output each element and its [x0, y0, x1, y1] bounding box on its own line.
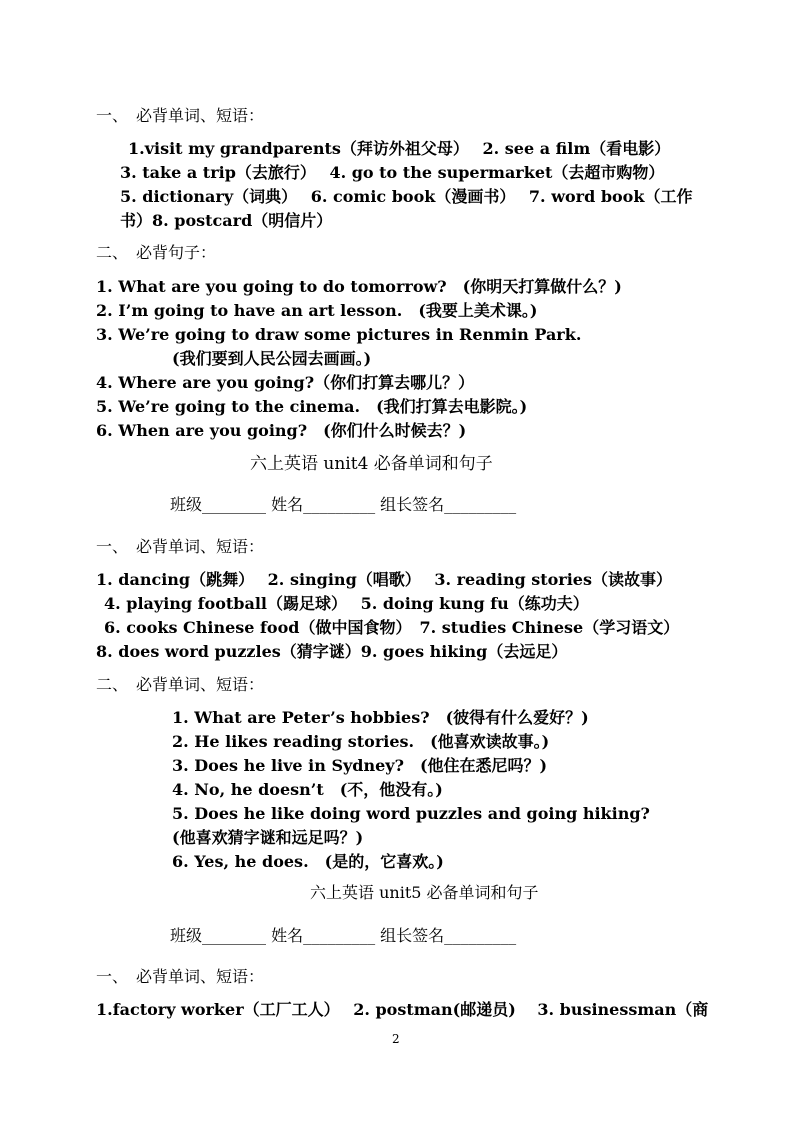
- unit4-title: 六上英语 unit4 必备单词和句子: [250, 454, 493, 474]
- unit5-words-heading: 一、 必背单词、短语：: [96, 967, 265, 986]
- unit3-sentence: 2. I’m going to have an art lesson. (我要上美术课。): [96, 301, 538, 320]
- unit3-word-line: 书）8. postcard（明信片）: [120, 211, 333, 230]
- unit4-sign-line: 班级________ 姓名_________ 组长签名_________: [170, 495, 517, 514]
- unit4-sentence: 1. What are Peter’s hobbies? (彼得有什么爱好？): [172, 708, 589, 727]
- unit4-sentence: 3. Does he live in Sydney? (他住在悉尼吗？): [172, 756, 548, 775]
- unit4-sentence: 4. No, he doesn’t (不，他没有。): [172, 780, 443, 799]
- unit5-sign-line: 班级________ 姓名_________ 组长签名_________: [170, 926, 517, 945]
- unit4-word-line: 6. cooks Chinese food（做中国食物） 7. studies Chinese（学习语文）: [104, 618, 680, 637]
- unit3-sentences-heading: 二、 必背句子：: [96, 243, 217, 262]
- unit4-word-line: 8. does word puzzles（猜字谜）9. goes hiking（去远足）: [96, 642, 568, 661]
- unit3-sentence: 1. What are you going to do tomorrow? (你明天打算做什么？): [96, 277, 622, 296]
- page-number: 2: [392, 1032, 400, 1046]
- unit3-words-heading: 一、 必背单词、短语：: [96, 106, 265, 125]
- unit5-word-line: 1.factory worker（工厂工人） 2. postman(邮递员) 3. businessman（商: [96, 1000, 709, 1019]
- unit4-word-line: 4. playing football（踢足球） 5. doing kung fu（练功夫）: [104, 594, 589, 613]
- unit4-words-heading: 一、 必背单词、短语：: [96, 537, 265, 556]
- unit4-sentence: 5. Does he like doing word puzzles and going hiking?: [172, 804, 650, 823]
- unit3-sentence: 4. Where are you going?（你们打算去哪儿？）: [96, 373, 475, 392]
- unit3-word-line: 3. take a trip（去旅行） 4. go to the supermarket（去超市购物）: [120, 163, 665, 182]
- unit3-sentence: 3. We’re going to draw some pictures in Renmin Park.: [96, 325, 582, 344]
- unit4-sentences-heading: 二、 必背单词、短语：: [96, 675, 265, 694]
- unit3-word-line: 5. dictionary（词典） 6. comic book（漫画书） 7. word book（工作: [120, 187, 693, 206]
- unit4-sentence: 2. He likes reading stories. (他喜欢读故事。): [172, 732, 550, 751]
- unit3-sentence: 5. We’re going to the cinema. (我们打算去电影院。): [96, 397, 528, 416]
- unit4-sentence: (他喜欢猜字谜和远足吗？): [172, 828, 364, 847]
- unit3-sentence: (我们要到人民公园去画画。): [172, 349, 372, 368]
- unit4-sentence: 6. Yes, he does. (是的，它喜欢。): [172, 852, 444, 871]
- unit5-title: 六上英语 unit5 必备单词和句子: [310, 883, 539, 902]
- unit3-sentence: 6. When are you going? (你们什么时候去？): [96, 421, 467, 440]
- unit4-word-line: 1. dancing（跳舞） 2. singing（唱歌） 3. reading stories（读故事）: [96, 570, 672, 589]
- unit3-word-line: 1.visit my grandparents（拜访外祖父母） 2. see a film（看电影）: [128, 139, 671, 158]
